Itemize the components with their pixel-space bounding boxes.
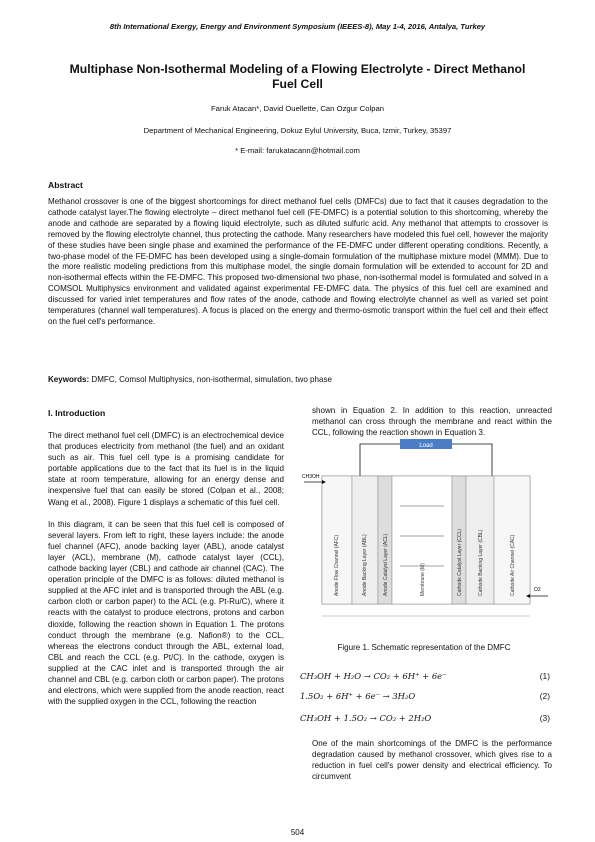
load-label: Load [419,443,433,449]
layer-label: Cathode Backing Layer (CBL) [478,529,484,596]
cathode-inlet-label: O2 [534,587,541,593]
left-column [48,430,284,718]
paragraph: In this diagram, it can be seen that this fuel cell is composed of several layers. From left to right, these layers include: the anode fuel channel (AFC), anode backing layer (ABL), anode catalyst layer (ACL), membrane (M), cathode catalyst layer (CCL), cathode backing layer (CBL) and cathode air channel (CAC). The operation principle of the DMFC is as follows: diluted methanol is supplied at the AFC inlet and is transported through the ABL (e.g. carbon cloth or carbon paper) to the ACL (e.g. Pt-Ru/C), where it reacts with the catalyst to produce electrons, protons and carbon dioxide, following the reaction shown in Equation 1. The protons conduct through the membrane (e.g. Nafion®) to the CCL, whereas the electrons conduct through the ABL, external load, CBL and reach the CCL (e.g. Pt/C). In the cathode, oxygen is supplied at the CAC inlet and is transported through the air channel and CBL (e.g. carbon cloth or carbon paper). The protons and electrons, which were supplied from the anode reaction, react with the supplied oxygen in the CCL, following the reaction [48,519,284,707]
equation-text: 1.5O₂ + 6H⁺ + 6e⁻ → 3H₂O [300,691,416,701]
layer-label: Anode Backing Layer (ABL) [362,534,368,596]
page-number: 504 [290,828,305,837]
equation-number: (3) [539,713,550,723]
anode-inlet-label: CH3OH [302,474,320,480]
external-wire-left [360,444,400,476]
equation-1 [300,671,550,681]
authors: Faruk Atacan*, David Ouellette, Can Ozgur Colpan [210,104,385,113]
dmfc-schematic-figure [300,436,552,636]
abstract-heading: Abstract [48,180,83,190]
layer-label: Anode Flow Channel (AFC) [334,534,340,596]
equation-text: CH₃OH + H₂O → CO₂ + 6H⁺ + 6e⁻ [300,671,447,681]
paragraph: One of the main shortcomings of the DMFC is the performance degradation caused by methanol crossover, which gives rise to a reduction in fuel cell's power density and electrical efficiency. To circumvent [312,739,552,782]
affiliation: Department of Mechanical Engineering, Dokuz Eylul University, Buca, Izmir, Turkey, 35397 [143,126,452,135]
right-column-bottom [312,738,552,793]
keywords [48,375,548,384]
keywords-text: DMFC, Comsol Multiphysics, non-isothermal, simulation, two phase [91,375,332,384]
layer-label: Cathode Catalyst Layer (CCL) [457,529,463,596]
layer-label: Anode Catalyst Layer (ACL) [383,533,389,596]
paragraph: The direct methanol fuel cell (DMFC) is an electrochemical device that produces electricity from methanol (the fuel) and an oxidant such as air. This fuel cell type is a promising candidate for portable applications due to the fact that its fuel is in the liquid state at room temperature, allowing for an energy dense and inexpensive fuel that can easily be stored (Colpan et al., 2008; Wang et al., 2008). Figure 1 displays a schematic of this fuel cell. [48,431,284,507]
running-header: 8th International Exergy, Energy and Environment Symposium (IEEES-8), May 1-4, 2016, Antalya, Turkey [109,22,486,31]
paper-title: Multiphase Non-Isothermal Modeling of a Flowing Electrolyte - Direct Methanol Fuel Cell [69,62,526,91]
equation-2 [300,691,550,701]
equation-text: CH₃OH + 1.5O₂ → CO₂ + 2H₂O [300,713,432,723]
figure-caption: Figure 1. Schematic representation of the DMFC [337,643,511,652]
email: * E-mail: farukatacann@hotmail.com [235,146,360,155]
equation-number: (2) [539,691,550,701]
equation-3 [300,713,550,723]
abstract-text: Methanol crossover is one of the biggest shortcomings for direct methanol fuel cells (DMFCs) due to fact that it causes degradation to the cathode catalyst layer.The flowing electrolyte – direct methanol fuel cell (FE-DMFC) is a potential solution to this shortcoming, whereby the anode and cathode are separated by a flowing liquid electrolyte, such as diluted sulfuric acid. Any methanol that attempts to crossover is removed by the flowing electrolyte channel, thus protecting the cathode. Many researchers have modeled this fuel cell, however the majority of these studies have been single phase and examined the performance of the FE-DMFC under different operating conditions. Recently, a two-phase model of the FE-DMFC has been developed using a single-domain formulation of the multiphase mixture model (MMM). Due to the more realistic modeling predictions from this multiphase model, the single domain formulation will be extended to account for 2D and non-isothermal effects within the FE-DMFC. This proposed two-dimensional two phase, non-isothermal model is formulated and solved in a COMSOL Multiphysics environment and validated against experimental FE-DMFC data. The physics of this fuel cell are examined and discussed for varied inlet temperatures and flow rates of the anode, cathode and flowing electrolyte channel as well as varied set point temperatures (channel wall temperatures). A focus is placed on the energy and thermo-osmotic transport within the fuel cell and their effect on the fuel cell's performance. [48,197,548,326]
section-heading-introduction: I. Introduction [48,408,106,418]
external-wire-right [452,444,492,476]
layer-label: Membrane (M) [420,563,426,596]
keywords-label: Keywords: [48,375,90,384]
layer-label: Cathode Air Channel (CAC) [510,534,516,596]
paragraph: shown in Equation 2. In addition to this reaction, unreacted methanol can cross through the membrane and react within the CCL, following the reaction shown in Equation 3. [312,406,552,438]
equation-number: (1) [539,671,550,681]
